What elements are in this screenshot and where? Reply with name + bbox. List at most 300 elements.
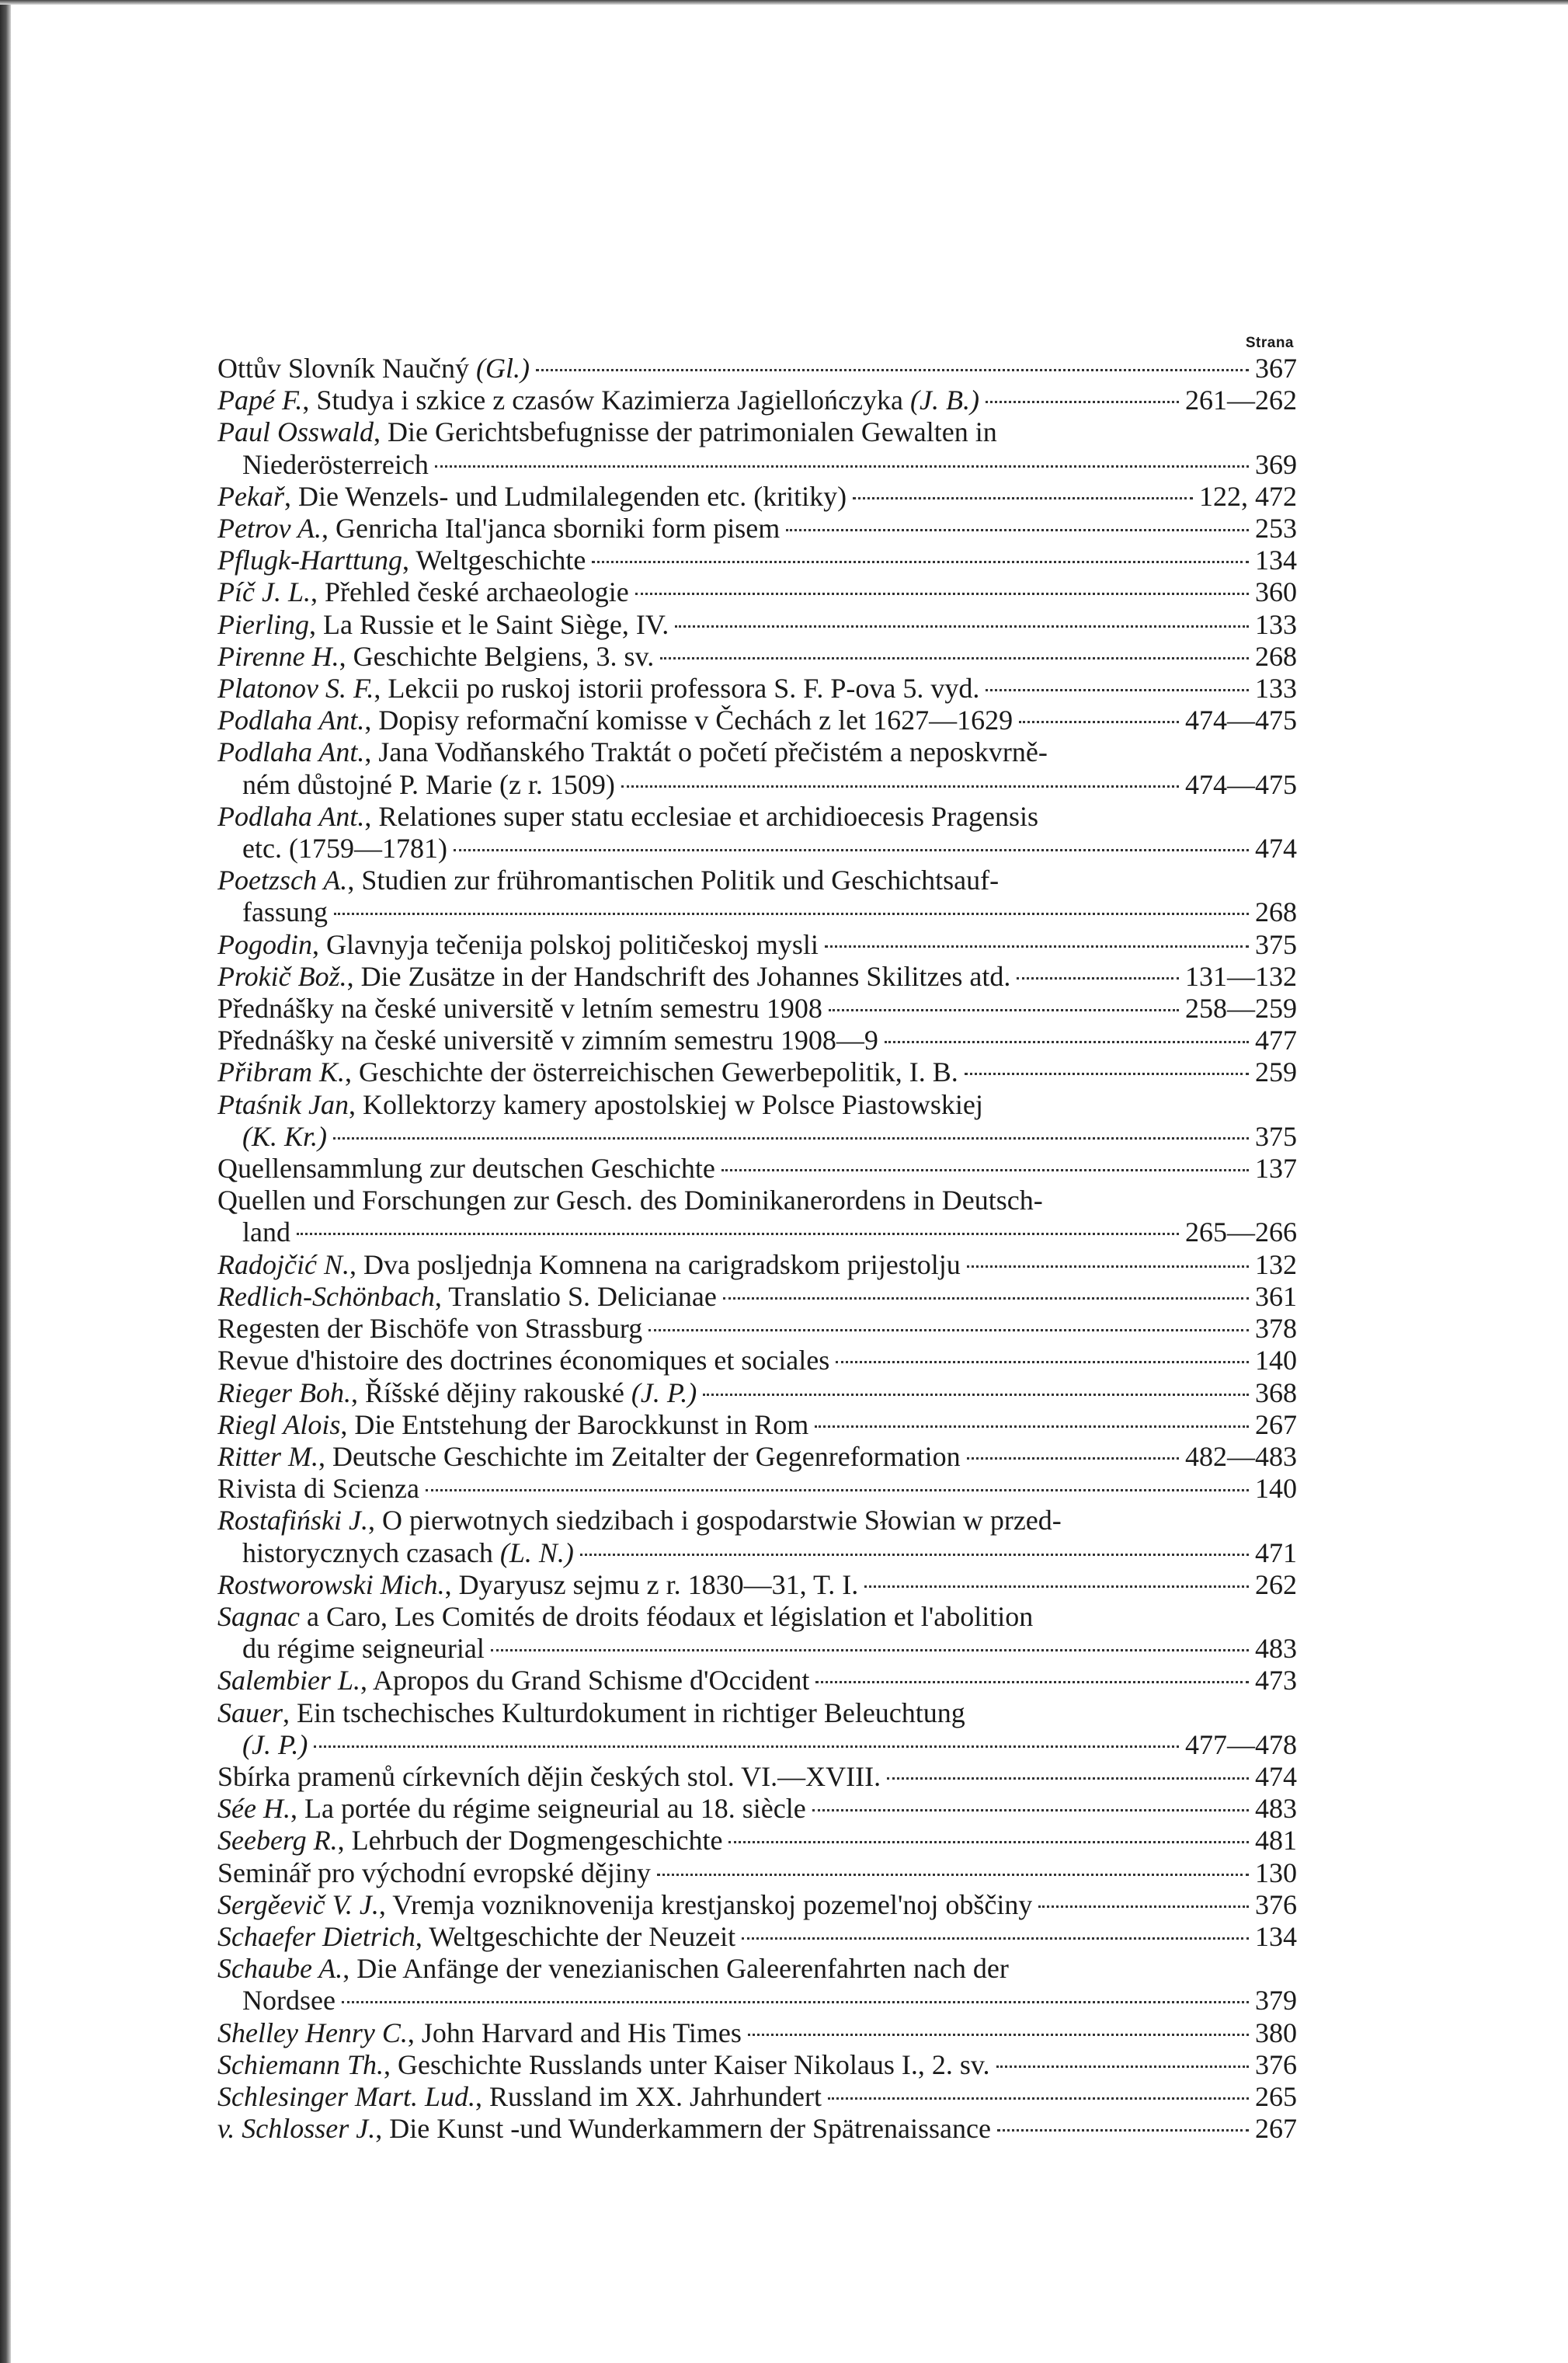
entry-pages: 258—259 bbox=[1185, 993, 1297, 1025]
dot-leader bbox=[580, 1554, 1249, 1556]
entry-text bbox=[217, 609, 669, 641]
entry-title: Přednášky na české universitě v letním semestru 1908 bbox=[217, 993, 822, 1025]
dot-leader bbox=[635, 593, 1249, 595]
entry-title: Revue d'histoire des doctrines économiques et sociales bbox=[217, 1345, 830, 1376]
entry-author: Rostafiński J. bbox=[217, 1505, 368, 1536]
entry-title: , Studien zur frühromantischen Politik und Geschichtsauf- bbox=[347, 865, 1000, 896]
entry-author: Podlaha Ant. bbox=[217, 705, 365, 736]
entry-pages: 134 bbox=[1255, 1920, 1297, 1952]
entry-author: Sergěevič V. J. bbox=[217, 1888, 379, 1920]
entry-pages: 368 bbox=[1255, 1376, 1297, 1408]
dot-leader bbox=[1038, 1905, 1249, 1908]
entry-pages: 379 bbox=[1255, 1985, 1297, 2017]
dot-leader bbox=[721, 1169, 1249, 1171]
entry-text bbox=[217, 1409, 808, 1441]
entry-pages: 267 bbox=[1255, 1408, 1297, 1440]
entry-pages: 253 bbox=[1255, 513, 1297, 545]
entry-title: , Weltgeschichte bbox=[402, 545, 586, 576]
page-column-header: Strana bbox=[1245, 335, 1294, 351]
dot-leader bbox=[334, 913, 1249, 915]
entry-pages: 268 bbox=[1255, 640, 1297, 672]
dot-leader bbox=[967, 1265, 1249, 1268]
entry-title: , Studya i szkice z czasów Kazimierza Jagiellończyka bbox=[302, 385, 903, 416]
dot-leader bbox=[592, 561, 1249, 563]
entry-author: Schaube A. bbox=[217, 1953, 343, 1985]
entry-author: Prokič Bož. bbox=[217, 960, 347, 992]
dot-leader bbox=[536, 369, 1249, 371]
entry-pages: 361 bbox=[1255, 1280, 1297, 1312]
entry-text bbox=[217, 576, 629, 608]
dot-leader bbox=[986, 689, 1249, 691]
entry-pages: 376 bbox=[1255, 1888, 1297, 1920]
entry-author: Přibram K. bbox=[217, 1056, 346, 1088]
entry-text bbox=[217, 1761, 881, 1793]
dot-leader bbox=[675, 625, 1249, 628]
entry-text bbox=[217, 1313, 642, 1345]
entry-pages: 483 bbox=[1255, 1793, 1297, 1825]
entry-author: Ritter M. bbox=[217, 1440, 318, 1472]
entry-text bbox=[217, 1153, 715, 1185]
entry-pages: 137 bbox=[1255, 1153, 1297, 1185]
index-entry bbox=[217, 1409, 1297, 1441]
entry-note: (Gl.) bbox=[475, 353, 530, 384]
entry-author: Píč J. L. bbox=[217, 576, 311, 608]
dot-leader bbox=[728, 1841, 1249, 1843]
entry-title-continued: Niederösterreich bbox=[242, 448, 429, 480]
index-entry bbox=[217, 609, 1297, 641]
index-entry bbox=[217, 2081, 1297, 2113]
entry-title: , Jana Vodňanského Traktát o početí přečistém a neposkvrně- bbox=[364, 736, 1048, 768]
index-entry bbox=[217, 1953, 1297, 1985]
entry-text bbox=[217, 736, 1048, 768]
entry-title-continued: historycznych czasach bbox=[242, 1536, 493, 1568]
entry-text bbox=[217, 2113, 991, 2145]
entry-text bbox=[242, 1985, 336, 2017]
entry-author: Podlaha Ant. bbox=[217, 800, 365, 832]
entry-title: , Vremja vozniknovenija krestjanskoj pozemel'noj obščiny bbox=[378, 1888, 1033, 1920]
entry-author: Sauer bbox=[217, 1697, 283, 1728]
index-entry bbox=[217, 481, 1297, 513]
entry-title: , Die Kunst -und Wunderkammern der Spätrenaissance bbox=[375, 2113, 991, 2145]
entry-author: Radojčić N. bbox=[217, 1248, 349, 1280]
entry-text bbox=[217, 705, 1013, 736]
index-entry bbox=[217, 416, 1297, 448]
dot-leader bbox=[742, 1937, 1249, 1940]
dot-leader bbox=[864, 1585, 1249, 1588]
index-entry bbox=[217, 2049, 1297, 2081]
entry-title: , Russland im XX. Jahrhundert bbox=[475, 2080, 822, 2112]
entry-pages: 376 bbox=[1255, 2048, 1297, 2080]
entry-author: Rieger Boh. bbox=[217, 1376, 351, 1408]
entry-title: , Dyaryusz sejmu z r. 1830—31, T. I. bbox=[444, 1568, 859, 1600]
index-entry bbox=[217, 1505, 1297, 1536]
index-entries bbox=[217, 353, 1297, 2145]
entry-note: (J. P.) bbox=[242, 1728, 308, 1760]
entry-author: Podlaha Ant. bbox=[217, 736, 365, 768]
index-entry bbox=[217, 353, 1297, 385]
dot-leader bbox=[825, 945, 1249, 948]
index-entry bbox=[217, 1921, 1297, 1953]
dot-leader bbox=[314, 1745, 1179, 1748]
index-entry bbox=[217, 673, 1297, 705]
entry-author: Platonov S. F. bbox=[217, 673, 374, 705]
entry-title-continued: fassung bbox=[242, 896, 328, 928]
entry-author: Pirenne H. bbox=[217, 640, 339, 672]
entry-text bbox=[217, 1025, 878, 1056]
entry-text bbox=[242, 1537, 574, 1569]
entry-title: , Die Anfänge der venezianischen Galeerenfahrten nach der bbox=[342, 1953, 1009, 1985]
entry-title: Sbírka pramenů církevních dějin českých stol. VI.—XVIII. bbox=[217, 1760, 881, 1792]
entry-note: (L. N.) bbox=[499, 1536, 574, 1568]
entry-pages: 477 bbox=[1255, 1025, 1297, 1056]
index-entry bbox=[217, 1857, 1297, 1889]
entry-pages: 477—478 bbox=[1185, 1728, 1297, 1760]
dot-leader bbox=[426, 1489, 1249, 1491]
entry-pages: 265—266 bbox=[1185, 1216, 1297, 1248]
entry-pages: 471 bbox=[1255, 1536, 1297, 1568]
dot-leader bbox=[997, 2129, 1249, 2132]
entry-text bbox=[217, 481, 847, 513]
index-entry bbox=[217, 929, 1297, 961]
entry-title: Rivista di Scienza bbox=[217, 1473, 419, 1505]
entry-pages: 474—475 bbox=[1185, 768, 1297, 800]
entry-text bbox=[217, 801, 1038, 833]
entry-title: Seminář pro východní evropské dějiny bbox=[217, 1857, 651, 1888]
index-entry bbox=[217, 1377, 1297, 1409]
entry-text bbox=[217, 1249, 961, 1281]
entry-pages: 122, 472 bbox=[1199, 480, 1297, 512]
entry-pages: 378 bbox=[1255, 1313, 1297, 1345]
entry-title: , Lehrbuch der Dogmengeschichte bbox=[337, 1825, 723, 1857]
entry-text bbox=[217, 1281, 717, 1313]
entry-title: Regesten der Bischöfe von Strassburg bbox=[217, 1313, 643, 1345]
index-entry bbox=[217, 1569, 1297, 1601]
entry-pages: 369 bbox=[1255, 448, 1297, 480]
entry-text bbox=[217, 1601, 1033, 1633]
index-entry bbox=[217, 801, 1297, 833]
entry-text bbox=[242, 1216, 290, 1248]
entry-title: , Die Zusätze in der Handschrift des Johannes Skilitzes atd. bbox=[346, 960, 1011, 992]
entry-pages: 474 bbox=[1255, 833, 1297, 865]
index-entry bbox=[217, 1185, 1297, 1216]
entry-title-continued: land bbox=[242, 1216, 290, 1248]
entry-pages: 140 bbox=[1255, 1345, 1297, 1376]
dot-leader bbox=[815, 1681, 1249, 1683]
entry-pages: 474 bbox=[1255, 1760, 1297, 1792]
entry-title: , Die Wenzels- und Ludmilalegenden etc. (kritiky) bbox=[283, 480, 847, 512]
entry-title-continued: etc. (1759—1781) bbox=[242, 833, 447, 865]
entry-title: , Weltgeschichte der Neuzeit bbox=[415, 1920, 736, 1952]
entry-title: , Dva posljednja Komnena na carigradskom prijestolju bbox=[349, 1248, 961, 1280]
entry-title: , Kollektorzy kamery apostolskiej w Polsce Piastowskiej bbox=[348, 1088, 983, 1120]
entry-title: , Lekcii po ruskoj istorii professora S. F. P-ova 5. vyd. bbox=[374, 673, 980, 705]
index-entry-continuation bbox=[217, 1121, 1297, 1153]
entry-author: Sée H. bbox=[217, 1793, 290, 1825]
entry-title-continued: du régime seigneurial bbox=[242, 1633, 485, 1665]
entry-pages: 367 bbox=[1255, 353, 1297, 384]
entry-author: Redlich-Schönbach bbox=[217, 1280, 435, 1312]
dot-leader bbox=[1019, 721, 1179, 723]
entry-title: , Glavnyja tečenija polskoj političeskoj mysli bbox=[312, 928, 819, 960]
entry-text bbox=[217, 993, 822, 1025]
entry-title: , Genricha Ital'janca sborniki form pisem bbox=[321, 513, 781, 545]
dot-leader bbox=[853, 497, 1193, 499]
index-page bbox=[217, 334, 1297, 2145]
index-entry bbox=[217, 1249, 1297, 1281]
index-entry bbox=[217, 1697, 1297, 1729]
index-entry bbox=[217, 736, 1297, 768]
entry-text bbox=[217, 673, 979, 705]
entry-text bbox=[217, 545, 586, 576]
dot-leader bbox=[297, 1233, 1179, 1235]
index-entry bbox=[217, 1665, 1297, 1697]
index-entry bbox=[217, 1089, 1297, 1121]
entry-text bbox=[217, 1921, 735, 1953]
entry-text bbox=[217, 1569, 858, 1601]
entry-author: Seeberg R. bbox=[217, 1825, 338, 1857]
entry-title: , Geschichte Belgiens, 3. sv. bbox=[339, 640, 655, 672]
entry-pages: 131—132 bbox=[1185, 960, 1297, 992]
entry-title-continued: ném důstojné P. Marie (z r. 1509) bbox=[242, 768, 615, 800]
entry-text bbox=[217, 353, 530, 385]
entry-pages: 261—262 bbox=[1185, 385, 1297, 416]
entry-text bbox=[217, 1441, 961, 1473]
dot-leader bbox=[965, 1073, 1249, 1075]
entry-pages: 259 bbox=[1255, 1056, 1297, 1088]
index-entry bbox=[217, 385, 1297, 416]
entry-author: Paul Osswald bbox=[217, 416, 374, 448]
entry-author: Salembier L. bbox=[217, 1665, 360, 1697]
entry-text bbox=[217, 1089, 983, 1121]
entry-title: Ottův Slovník Naučný bbox=[217, 353, 469, 384]
entry-pages: 375 bbox=[1255, 928, 1297, 960]
entry-text bbox=[242, 1633, 485, 1665]
entry-note: (J. P.) bbox=[631, 1376, 697, 1408]
dot-leader bbox=[333, 1137, 1249, 1140]
index-entry-continuation bbox=[217, 1633, 1297, 1665]
dot-leader bbox=[815, 1425, 1249, 1428]
dot-leader bbox=[986, 401, 1179, 403]
entry-title: , La portée du régime seigneurial au 18. siècle bbox=[290, 1793, 806, 1825]
entry-text bbox=[217, 2017, 742, 2049]
entry-text bbox=[217, 1953, 1009, 1985]
entry-author: Poetzsch A. bbox=[217, 865, 348, 896]
entry-note: (K. Kr.) bbox=[242, 1120, 328, 1152]
dot-leader bbox=[996, 2065, 1249, 2068]
dot-leader bbox=[723, 1297, 1249, 1300]
dot-leader bbox=[660, 657, 1249, 659]
entry-text bbox=[242, 896, 328, 928]
index-entry bbox=[217, 1313, 1297, 1345]
entry-author: Rostworowski Mich. bbox=[217, 1568, 445, 1600]
dot-leader bbox=[786, 529, 1249, 531]
entry-author: Ptaśnik Jan bbox=[217, 1088, 349, 1120]
entry-author: v. Schlosser J. bbox=[217, 2113, 376, 2145]
dot-leader bbox=[885, 1041, 1249, 1043]
entry-text bbox=[217, 1185, 1043, 1216]
entry-pages: 140 bbox=[1255, 1473, 1297, 1505]
entry-text bbox=[217, 1473, 419, 1505]
entry-author: Petrov A. bbox=[217, 513, 322, 545]
entry-title: , La Russie et le Saint Siège, IV. bbox=[308, 608, 669, 640]
entry-title: , Apropos du Grand Schisme d'Occident bbox=[360, 1665, 810, 1697]
index-entry bbox=[217, 1441, 1297, 1473]
index-entry-continuation bbox=[217, 769, 1297, 801]
dot-leader bbox=[828, 2097, 1249, 2100]
entry-pages: 474—475 bbox=[1185, 705, 1297, 736]
entry-pages: 133 bbox=[1255, 608, 1297, 640]
entry-text bbox=[217, 1889, 1032, 1921]
index-entry bbox=[217, 576, 1297, 608]
index-entry-continuation bbox=[217, 833, 1297, 865]
entry-author: Pekař bbox=[217, 480, 284, 512]
entry-title: a Caro, Les Comités de droits féodaux et législation et l'abolition bbox=[299, 1600, 1034, 1632]
entry-text bbox=[217, 865, 999, 896]
entry-title: Přednášky na české universitě v zimním semestru 1908—9 bbox=[217, 1025, 878, 1056]
entry-text bbox=[242, 1121, 327, 1153]
entry-text bbox=[217, 2049, 990, 2081]
entry-pages: 360 bbox=[1255, 576, 1297, 608]
dot-leader bbox=[812, 1809, 1249, 1811]
entry-title: , John Harvard and His Times bbox=[407, 2017, 742, 2048]
index-entry bbox=[217, 1281, 1297, 1313]
entry-text bbox=[217, 385, 979, 416]
entry-title: , Translatio S. Delicianae bbox=[434, 1280, 717, 1312]
entry-author: Pierling bbox=[217, 608, 309, 640]
index-entry-continuation bbox=[217, 896, 1297, 928]
entry-text bbox=[217, 1056, 958, 1088]
dot-leader bbox=[491, 1649, 1249, 1651]
dot-leader bbox=[342, 2001, 1249, 2003]
index-entry-continuation bbox=[217, 1216, 1297, 1248]
index-entry bbox=[217, 865, 1297, 896]
entry-author: Sagnac bbox=[217, 1600, 300, 1632]
entry-pages: 132 bbox=[1255, 1248, 1297, 1280]
entry-pages: 481 bbox=[1255, 1825, 1297, 1857]
entry-text bbox=[217, 416, 997, 448]
entry-pages: 375 bbox=[1255, 1120, 1297, 1152]
index-entry-continuation bbox=[217, 1537, 1297, 1569]
entry-author: Schiemann Th. bbox=[217, 2048, 384, 2080]
entry-title: , Říšské dějiny rakouské bbox=[350, 1376, 624, 1408]
entry-text bbox=[217, 641, 654, 673]
index-entry bbox=[217, 1761, 1297, 1793]
index-entry bbox=[217, 1345, 1297, 1376]
index-entry bbox=[217, 961, 1297, 993]
entry-text bbox=[217, 1793, 806, 1825]
entry-pages: 262 bbox=[1255, 1568, 1297, 1600]
entry-title-continued: Nordsee bbox=[242, 1985, 336, 2017]
entry-text bbox=[217, 1857, 651, 1889]
entry-text bbox=[217, 2081, 822, 2113]
index-entry bbox=[217, 545, 1297, 576]
index-entry bbox=[217, 641, 1297, 673]
dot-leader bbox=[435, 465, 1249, 468]
entry-text bbox=[217, 1665, 809, 1697]
entry-text bbox=[242, 449, 429, 481]
entry-pages: 267 bbox=[1255, 2113, 1297, 2145]
entry-title: , Dopisy reformační komisse v Čechách z let 1627—1629 bbox=[364, 705, 1013, 736]
entry-author: Pogodin bbox=[217, 928, 312, 960]
entry-author: Riegl Alois bbox=[217, 1408, 341, 1440]
entry-title: , Geschichte der österreichischen Gewerbepolitik, I. B. bbox=[345, 1056, 958, 1088]
index-entry bbox=[217, 513, 1297, 545]
entry-text bbox=[217, 1345, 829, 1376]
entry-text bbox=[217, 929, 819, 961]
entry-pages: 133 bbox=[1255, 673, 1297, 705]
dot-leader bbox=[748, 2034, 1249, 2036]
entry-text bbox=[217, 513, 780, 545]
index-entry bbox=[217, 705, 1297, 736]
index-entry bbox=[217, 1473, 1297, 1505]
index-entry bbox=[217, 2017, 1297, 2049]
entry-text bbox=[217, 1825, 722, 1857]
dot-leader bbox=[657, 1874, 1249, 1876]
entry-title: Quellen und Forschungen zur Gesch. des Dominikanerordens in Deutsch- bbox=[217, 1185, 1043, 1216]
index-entry bbox=[217, 2113, 1297, 2145]
entry-note: (J. B.) bbox=[910, 385, 979, 416]
entry-text bbox=[242, 1729, 308, 1761]
dot-leader bbox=[829, 1009, 1179, 1011]
dot-leader bbox=[648, 1329, 1249, 1331]
index-entry bbox=[217, 1889, 1297, 1921]
entry-title: , Geschichte Russlands unter Kaiser Nikolaus I., 2. sv. bbox=[383, 2048, 990, 2080]
dot-leader bbox=[836, 1361, 1249, 1363]
entry-title: , Přehled české archaeologie bbox=[310, 576, 629, 608]
entry-text bbox=[217, 1697, 965, 1729]
index-entry-continuation bbox=[217, 1729, 1297, 1761]
entry-title: Quellensammlung zur deutschen Geschichte bbox=[217, 1153, 715, 1185]
index-entry-continuation bbox=[217, 449, 1297, 481]
entry-author: Schaefer Dietrich bbox=[217, 1920, 415, 1952]
entry-pages: 265 bbox=[1255, 2080, 1297, 2112]
entry-author: Pflugk-Harttung bbox=[217, 545, 402, 576]
entry-title: , Die Entstehung der Barockkunst in Rom bbox=[340, 1408, 809, 1440]
entry-author: Shelley Henry C. bbox=[217, 2017, 408, 2048]
scan-edge-top bbox=[0, 0, 1568, 5]
index-entry bbox=[217, 1825, 1297, 1857]
dot-leader bbox=[621, 785, 1179, 788]
index-entry bbox=[217, 993, 1297, 1025]
entry-title: , Deutsche Geschichte im Zeitalter der Gegenreformation bbox=[318, 1440, 961, 1472]
entry-text bbox=[217, 961, 1010, 993]
entry-author: Schlesinger Mart. Lud. bbox=[217, 2080, 475, 2112]
entry-pages: 473 bbox=[1255, 1665, 1297, 1697]
entry-author: Papé F. bbox=[217, 385, 303, 416]
entry-title: , O pierwotnych siedzibach i gospodarstwie Słowian w przed- bbox=[367, 1505, 1062, 1536]
entry-title: , Relationes super statu ecclesiae et archidioecesis Pragensis bbox=[364, 800, 1039, 832]
entry-text bbox=[217, 1505, 1062, 1536]
entry-pages: 268 bbox=[1255, 896, 1297, 928]
dot-leader bbox=[703, 1394, 1249, 1396]
dot-leader bbox=[1017, 977, 1179, 980]
index-entry-continuation bbox=[217, 1985, 1297, 2017]
entry-pages: 134 bbox=[1255, 545, 1297, 576]
entry-pages: 483 bbox=[1255, 1633, 1297, 1665]
entry-text bbox=[242, 769, 615, 801]
dot-leader bbox=[887, 1777, 1249, 1780]
dot-leader bbox=[454, 849, 1249, 851]
entry-pages: 482—483 bbox=[1185, 1440, 1297, 1472]
entry-title: , Ein tschechisches Kulturdokument in richtiger Beleuchtung bbox=[283, 1697, 965, 1728]
index-entry bbox=[217, 1793, 1297, 1825]
index-entry bbox=[217, 1601, 1297, 1633]
entry-pages: 130 bbox=[1255, 1857, 1297, 1888]
index-entry bbox=[217, 1025, 1297, 1056]
entry-text bbox=[242, 833, 447, 865]
entry-text bbox=[217, 1377, 697, 1409]
index-entry bbox=[217, 1153, 1297, 1185]
